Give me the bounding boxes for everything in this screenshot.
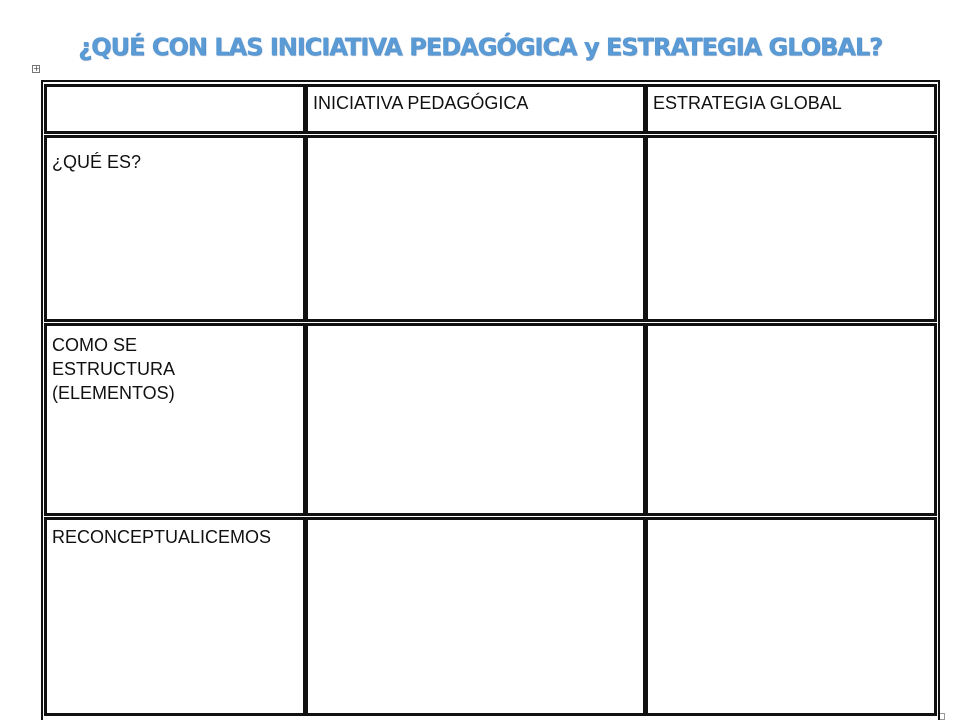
table-cell[interactable] (645, 517, 937, 716)
table-cell[interactable] (305, 135, 646, 322)
row-label-reconceptualicemos[interactable]: RECONCEPTUALICEMOS (44, 517, 306, 716)
header-cell-empty[interactable] (44, 84, 306, 134)
header-cell-iniciativa[interactable]: INICIATIVA PEDAGÓGICA (305, 84, 646, 134)
table-move-handle-icon[interactable]: + (33, 64, 40, 73)
table-cell[interactable] (305, 517, 646, 716)
table-cell[interactable] (645, 323, 937, 516)
row-label-que-es[interactable]: ¿QUÉ ES? (44, 135, 306, 322)
table-cell[interactable] (305, 323, 646, 516)
header-cell-estrategia[interactable]: ESTRATEGIA GLOBAL (645, 84, 937, 134)
row-label-estructura[interactable]: COMO SE ESTRUCTURA (ELEMENTOS) (44, 323, 306, 516)
table-cell[interactable] (645, 135, 937, 322)
document-title: ¿QUÉ CON LAS INICIATIVA PEDAGÓGICA y ESTRATEGIA GLOBAL? (78, 33, 882, 61)
